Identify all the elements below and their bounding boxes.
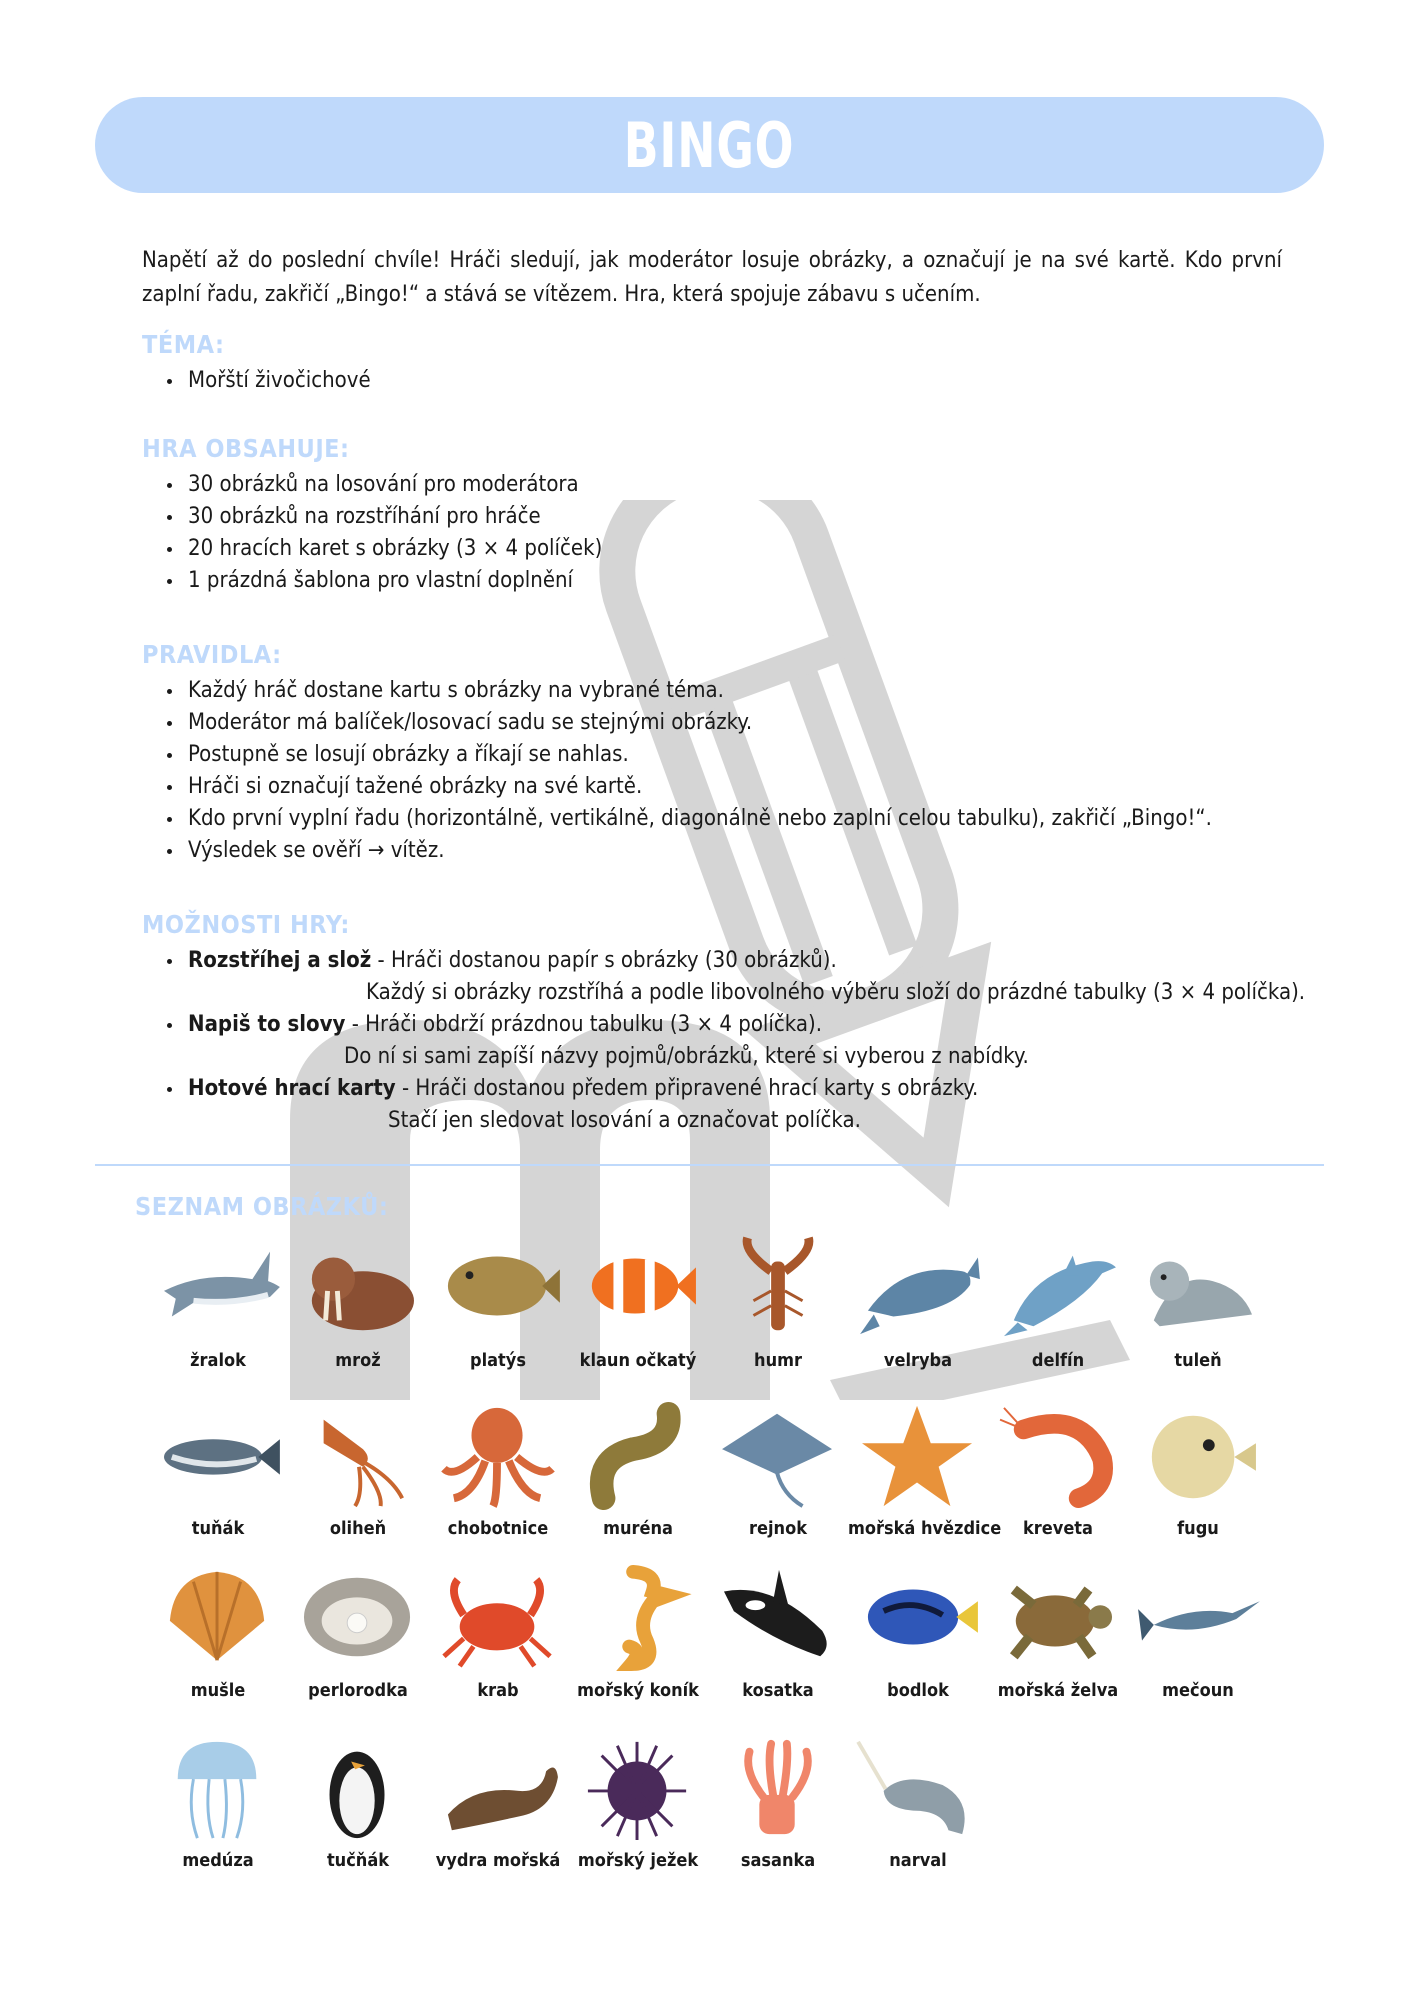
animal-card	[1128, 1400, 1268, 1560]
stingray-icon	[713, 1400, 843, 1510]
animal-card	[428, 1562, 568, 1722]
animal-label: vydra mořská	[435, 1850, 561, 1871]
animal-label: sasanka	[740, 1850, 816, 1871]
animal-label: mořský koník	[577, 1680, 699, 1701]
animal-card	[148, 1232, 288, 1392]
page-title: BINGO	[624, 108, 795, 182]
option-text: - Hráči dostanou předem připravené hrací karty s obrázky.	[395, 1076, 979, 1101]
gallery-heading: SEZNAM OBRÁZKŮ:	[135, 1192, 389, 1221]
option-title: Hotové hrací karty	[188, 1076, 396, 1101]
animal-label: oliheň	[329, 1518, 387, 1539]
animal-label: mořská hvězdice	[848, 1518, 1002, 1539]
list-item: • Postupně se losují obrázky a říkají se nahlas.	[184, 739, 1212, 771]
option-text: - Hráči dostanou papír s obrázky (30 obrázků).	[371, 948, 837, 973]
rules-list	[142, 675, 1212, 867]
animal-card	[708, 1732, 848, 1892]
theme-section	[142, 330, 371, 397]
animal-label: tuleň	[1174, 1350, 1222, 1371]
option-item	[184, 945, 1305, 1009]
animal-card	[708, 1232, 848, 1392]
orca-icon	[713, 1562, 843, 1672]
animal-card	[428, 1232, 568, 1392]
animal-card	[1128, 1232, 1268, 1392]
animal-label: rejnok	[749, 1518, 807, 1539]
shell-icon	[153, 1562, 283, 1672]
rules-heading: PRAVIDLA:	[142, 640, 282, 669]
section-divider	[95, 1164, 1324, 1166]
rules-section	[142, 640, 1212, 867]
animal-card	[708, 1400, 848, 1560]
animal-card	[848, 1562, 988, 1722]
list-item: • Kdo první vyplní řadu (horizontálně, vertikálně, diagonálně nebo zaplní celou tabulku), zakřičí „Bingo!“.	[184, 803, 1212, 835]
options-heading: MOŽNOSTI HRY:	[142, 910, 350, 939]
animal-label: humr	[754, 1350, 802, 1371]
shark-icon	[153, 1232, 283, 1342]
animal-label: narval	[889, 1850, 947, 1871]
whale-icon	[853, 1232, 983, 1342]
option-title: Rozstříhej a slož	[188, 948, 372, 973]
contents-section	[142, 434, 602, 597]
animal-label: platýs	[469, 1350, 526, 1371]
list-item: • Mořští živočichové	[184, 365, 371, 397]
oyster-icon	[293, 1562, 423, 1672]
list-item: • Hráči si označují tažené obrázky na své kartě.	[184, 771, 1212, 803]
animal-label: mečoun	[1162, 1680, 1234, 1701]
moray-icon	[573, 1400, 703, 1510]
animal-card	[848, 1400, 1002, 1560]
crab-icon	[433, 1562, 563, 1672]
animal-card	[148, 1562, 288, 1722]
animal-label: mořská želva	[997, 1680, 1119, 1701]
list-item: • Každý hráč dostane kartu s obrázky na vybrané téma.	[184, 675, 1212, 707]
list-item: • 30 obrázků na losování pro moderátora	[184, 469, 602, 501]
animal-label: velryba	[883, 1350, 953, 1371]
animal-card	[148, 1400, 288, 1560]
animal-label: perlorodka	[308, 1680, 408, 1701]
option-item	[184, 1073, 1305, 1137]
animal-card	[988, 1400, 1128, 1560]
animal-card	[568, 1562, 708, 1722]
penguin-icon	[293, 1732, 423, 1842]
contents-list	[142, 469, 602, 597]
animal-card	[988, 1562, 1128, 1722]
animal-card	[568, 1400, 708, 1560]
option-text-2: Stačí jen sledovat losování a označovat políčka.	[388, 1108, 861, 1133]
squid-icon	[293, 1400, 423, 1510]
animal-label: klaun očkatý	[579, 1350, 697, 1371]
option-text-2: Do ní si sami zapíší názvy pojmů/obrázků, které si vyberou z nabídky.	[344, 1044, 1029, 1069]
animal-label: mušle	[190, 1680, 246, 1701]
options-section	[142, 910, 1305, 1137]
animal-card	[568, 1232, 708, 1392]
animal-label: muréna	[603, 1518, 673, 1539]
animal-label: kreveta	[1023, 1518, 1093, 1539]
animal-card	[428, 1400, 568, 1560]
animal-label: mořský ježek	[577, 1850, 699, 1871]
option-item	[184, 1009, 1305, 1073]
dolphin-icon	[993, 1232, 1123, 1342]
animal-card	[148, 1732, 288, 1892]
option-text-2: Každý si obrázky rozstříhá a podle libovolného výběru složí do prázdné tabulky (3 × 4 políčka).	[366, 980, 1306, 1005]
animal-label: chobotnice	[447, 1518, 549, 1539]
list-item: • 1 prázdná šablona pro vlastní doplnění	[184, 565, 602, 597]
contents-heading: HRA OBSAHUJE:	[142, 434, 350, 463]
urchin-icon	[573, 1732, 703, 1842]
animal-card	[848, 1732, 988, 1892]
list-item: • Výsledek se ověří → vítěz.	[184, 835, 1212, 867]
animal-label: tuňák	[191, 1518, 245, 1539]
animal-card	[288, 1232, 428, 1392]
list-item: • 20 hracích karet s obrázky (3 × 4 políček)	[184, 533, 602, 565]
animal-card	[428, 1732, 568, 1892]
lobster-icon	[713, 1232, 843, 1342]
flatfish-icon	[433, 1232, 563, 1342]
animal-label: fugu	[1177, 1518, 1219, 1539]
list-item: • Moderátor má balíček/losovací sadu se stejnými obrázky.	[184, 707, 1212, 739]
narwhal-icon	[853, 1732, 983, 1842]
pufferfish-icon	[1133, 1400, 1263, 1510]
option-title: Napiš to slovy	[188, 1012, 346, 1037]
animal-label: žralok	[190, 1350, 246, 1371]
animal-label: tučňák	[326, 1850, 390, 1871]
animal-label: delfín	[1031, 1350, 1085, 1371]
animal-label: bodlok	[887, 1680, 949, 1701]
animal-card	[288, 1732, 428, 1892]
intro-paragraph: Napětí až do poslední chvíle! Hráči sledují, jak moderátor losuje obrázky, a označují je na své kartě. Kdo první zaplní řadu, zakřičí „Bingo!“ a stává se vítězem. Hra, která spojuje zábavu s učením.	[142, 248, 1282, 307]
animal-card	[568, 1732, 708, 1892]
walrus-icon	[293, 1232, 423, 1342]
title-banner	[95, 97, 1324, 193]
turtle-icon	[993, 1562, 1123, 1672]
option-text: - Hráči obdrží prázdnou tabulku (3 × 4 políčka).	[345, 1012, 823, 1037]
shrimp-icon	[993, 1400, 1123, 1510]
animal-card	[988, 1232, 1128, 1392]
seal-icon	[1133, 1232, 1263, 1342]
swordfish-icon	[1133, 1562, 1263, 1672]
animal-card	[848, 1232, 988, 1392]
theme-list	[142, 365, 371, 397]
surgeonfish-icon	[853, 1562, 983, 1672]
otter-icon	[433, 1732, 563, 1842]
list-item: • 30 obrázků na rozstříhání pro hráče	[184, 501, 602, 533]
animal-label: krab	[477, 1680, 519, 1701]
seahorse-icon	[573, 1562, 703, 1672]
octopus-icon	[433, 1400, 563, 1510]
animal-card	[1128, 1562, 1268, 1722]
anemone-icon	[713, 1732, 843, 1842]
tuna-icon	[153, 1400, 283, 1510]
animal-label: mrož	[335, 1350, 381, 1371]
animal-card	[288, 1562, 428, 1722]
jellyfish-icon	[153, 1732, 283, 1842]
starfish-icon	[853, 1400, 983, 1510]
animal-label: medúza	[182, 1850, 254, 1871]
clownfish-icon	[573, 1232, 703, 1342]
animal-card	[708, 1562, 848, 1722]
animal-card	[288, 1400, 428, 1560]
theme-heading: TÉMA:	[142, 330, 225, 359]
animal-label: kosatka	[742, 1680, 814, 1701]
options-list	[142, 945, 1305, 1137]
